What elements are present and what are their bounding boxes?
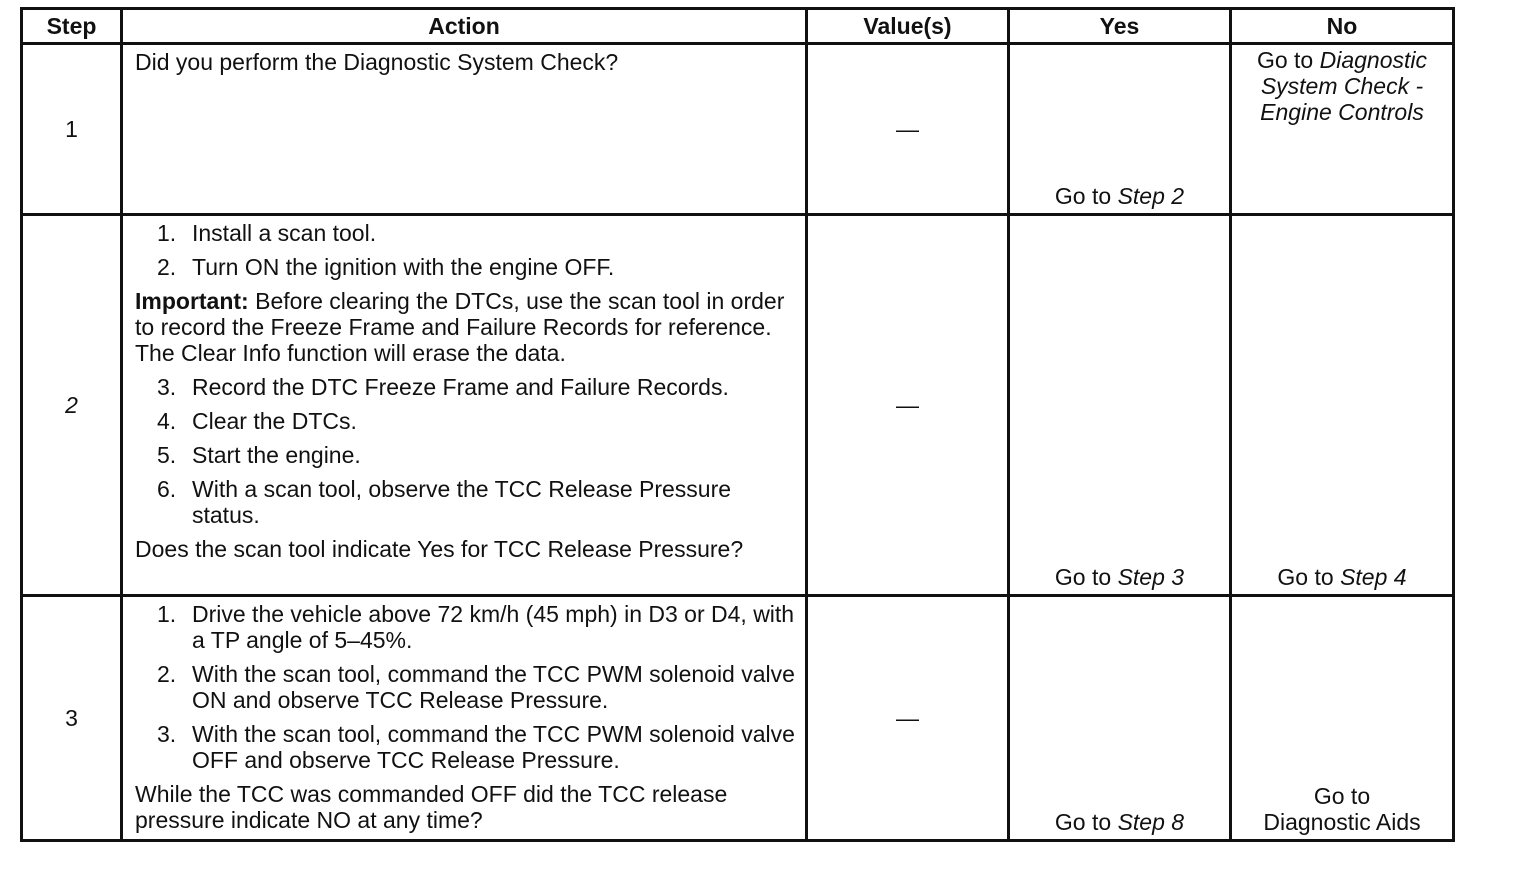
no-target-link[interactable]: Diagnostic System Check - Engine Controls bbox=[1260, 47, 1428, 125]
list-item-number: 5. bbox=[157, 442, 177, 468]
list-item-number: 2. bbox=[157, 661, 177, 687]
list-item-text: Install a scan tool. bbox=[192, 220, 377, 246]
list-item-number: 2. bbox=[157, 254, 177, 280]
yes-target-link[interactable]: Step 8 bbox=[1117, 809, 1185, 835]
list-item-text: With the scan tool, command the TCC PWM solenoid valve ON and observe TCC Release Pressure. bbox=[192, 661, 795, 713]
list-item bbox=[135, 661, 795, 713]
no-prefix: Go to bbox=[1277, 564, 1334, 590]
list-item-text: With the scan tool, command the TCC PWM solenoid valve OFF and observe TCC Release Pressure. bbox=[192, 721, 795, 773]
action-question: Does the scan tool indicate Yes for TCC Release Pressure? bbox=[135, 536, 744, 562]
yes-target-link[interactable]: Step 2 bbox=[1117, 183, 1185, 209]
header-yes: Yes bbox=[1009, 9, 1231, 44]
list-item-text: Start the engine. bbox=[192, 442, 361, 468]
list-item-text: With a scan tool, observe the TCC Release Pressure status. bbox=[192, 476, 732, 528]
table-row-step-3 bbox=[22, 596, 1454, 841]
list-item-text: Clear the DTCs. bbox=[192, 408, 357, 434]
header-step: Step bbox=[22, 9, 122, 44]
header-action: Action bbox=[122, 9, 807, 44]
step-number: 3 bbox=[22, 596, 122, 841]
no-target-link[interactable]: Step 4 bbox=[1340, 564, 1407, 590]
action-steps-list bbox=[135, 601, 795, 773]
list-item-number: 4. bbox=[157, 408, 177, 434]
yes-prefix: Go to bbox=[1054, 809, 1112, 835]
list-item-text: Turn ON the ignition with the engine OFF. bbox=[192, 254, 615, 280]
value-cell: — bbox=[807, 596, 1009, 841]
yes-cell bbox=[1009, 596, 1231, 841]
list-item bbox=[135, 476, 795, 528]
diagnostic-table bbox=[20, 7, 1455, 842]
header-no: No bbox=[1231, 9, 1454, 44]
action-steps-list bbox=[135, 220, 795, 280]
list-item-number: 6. bbox=[157, 476, 177, 502]
action-cell bbox=[122, 596, 807, 841]
no-prefix: Go to bbox=[1313, 783, 1371, 809]
action-question: Did you perform the Diagnostic System Check? bbox=[135, 49, 619, 75]
list-item bbox=[135, 220, 795, 246]
no-cell bbox=[1231, 215, 1454, 596]
header-values: Value(s) bbox=[807, 9, 1009, 44]
table-row-step-2 bbox=[22, 215, 1454, 596]
step-number: 2 bbox=[22, 215, 122, 596]
list-item-number: 1. bbox=[157, 601, 177, 627]
action-cell bbox=[122, 215, 807, 596]
no-cell bbox=[1231, 44, 1454, 215]
no-cell bbox=[1231, 596, 1454, 841]
yes-prefix: Go to bbox=[1054, 564, 1112, 590]
step-number: 1 bbox=[22, 44, 122, 215]
yes-target-link[interactable]: Step 3 bbox=[1117, 564, 1185, 590]
action-question: While the TCC was commanded OFF did the TCC release pressure indicate NO at any time? bbox=[135, 781, 728, 833]
value-cell: — bbox=[807, 44, 1009, 215]
list-item bbox=[135, 721, 795, 773]
yes-cell bbox=[1009, 44, 1231, 215]
important-note bbox=[135, 288, 795, 366]
list-item-text: Drive the vehicle above 72 km/h (45 mph) in D3 or D4, with a TP angle of 5–45%. bbox=[192, 601, 795, 653]
yes-prefix: Go to bbox=[1054, 183, 1112, 209]
list-item-number: 3. bbox=[157, 374, 177, 400]
list-item-number: 3. bbox=[157, 721, 177, 747]
list-item bbox=[135, 254, 795, 280]
list-item bbox=[135, 442, 795, 468]
action-cell bbox=[122, 44, 807, 215]
important-label: Important: bbox=[135, 288, 249, 314]
header-row bbox=[22, 9, 1454, 44]
list-item bbox=[135, 374, 795, 400]
table-row-step-1 bbox=[22, 44, 1454, 215]
yes-cell bbox=[1009, 215, 1231, 596]
list-item-number: 1. bbox=[157, 220, 177, 246]
list-item bbox=[135, 408, 795, 434]
no-prefix: Go to bbox=[1256, 47, 1314, 73]
value-cell: — bbox=[807, 215, 1009, 596]
no-target-link[interactable]: Diagnostic Aids bbox=[1263, 809, 1421, 835]
list-item-text: Record the DTC Freeze Frame and Failure Records. bbox=[192, 374, 729, 400]
list-item bbox=[135, 601, 795, 653]
action-steps-list bbox=[135, 374, 795, 528]
important-text: Before clearing the DTCs, use the scan tool in order to record the Freeze Frame and Failure Records for reference. The Clear Info function will erase the data. bbox=[135, 288, 785, 366]
